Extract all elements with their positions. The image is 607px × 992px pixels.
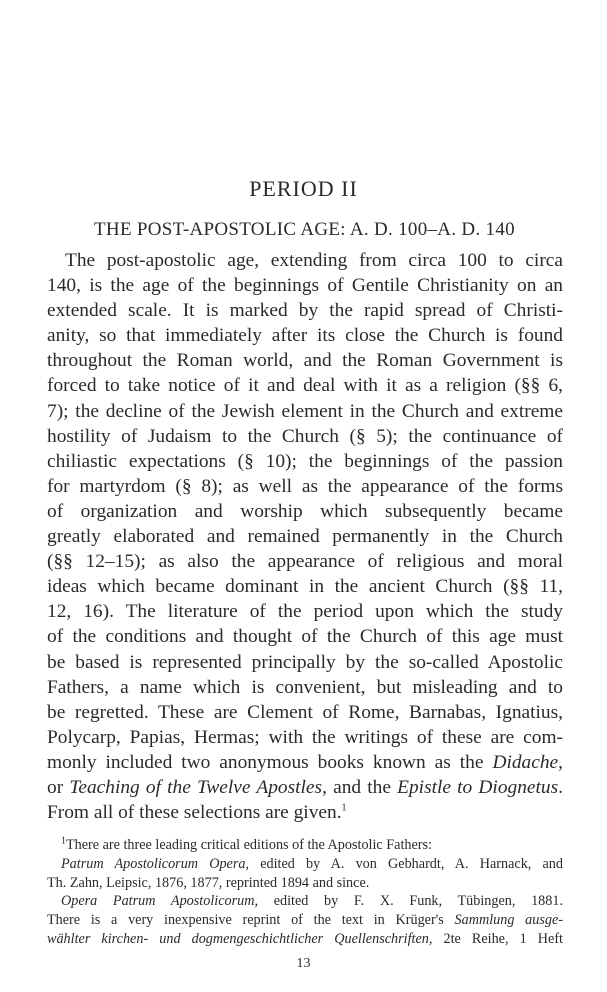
body-line bbox=[47, 298, 563, 323]
footnote-marker: 1 bbox=[341, 802, 347, 814]
body-line bbox=[47, 775, 563, 800]
text-run: The post-apostolic age, extending from circa 100 to circa bbox=[65, 250, 563, 271]
text-run: , 2te Reihe, 1 Heft bbox=[428, 930, 563, 947]
period-heading: PERIOD II bbox=[249, 176, 358, 201]
text-run: From all of these selections are given. bbox=[47, 802, 342, 824]
text-run: , and the bbox=[322, 776, 398, 798]
body-line bbox=[47, 650, 563, 675]
text-run: throughout the Roman world, and the Roman Government is bbox=[47, 350, 563, 372]
footnotes bbox=[47, 836, 563, 949]
text-run: There is a very inexpensive reprint of the text in Krüger's bbox=[47, 912, 455, 929]
text-run: Didache bbox=[492, 751, 559, 773]
body-line bbox=[47, 273, 563, 298]
body-line bbox=[47, 449, 563, 474]
text-run: greatly elaborated and remained permanently in the Church bbox=[47, 526, 563, 548]
text-run: . bbox=[558, 776, 564, 798]
text-run: , bbox=[558, 751, 563, 773]
text-run: ideas which became dominant in the ancient Church (§§ 11, bbox=[47, 576, 563, 598]
text-run: extended scale. It is marked by the rapid spread of Christi- bbox=[47, 300, 563, 322]
body-line bbox=[47, 524, 563, 549]
text-run: Th. Zahn, Leipsic, 1876, 1877, reprinted 1894 and since. bbox=[47, 874, 370, 891]
footnote-line bbox=[47, 874, 563, 893]
text-run: Patrum Apostolicorum Opera bbox=[61, 855, 246, 872]
text-run: 140, is the age of the beginnings of Gentile Christianity on an bbox=[47, 275, 563, 297]
page-number: 13 bbox=[296, 956, 311, 971]
text-run: , edited by A. von Gebhardt, A. Harnack, and bbox=[245, 855, 563, 872]
text-run: be regretted. These are Clement of Rome, Barnabas, Ignatius, bbox=[47, 701, 563, 723]
text-run: Fathers, a name which is convenient, but misleading and to bbox=[47, 676, 563, 698]
body-line bbox=[47, 499, 563, 524]
body-line bbox=[47, 399, 563, 424]
footnote-line bbox=[47, 892, 563, 911]
body-line bbox=[47, 373, 563, 398]
footnote-line bbox=[47, 930, 563, 949]
body-line bbox=[47, 248, 563, 273]
body-line bbox=[47, 750, 563, 775]
body-line bbox=[47, 700, 563, 725]
text-run: wählter kirchen- und dogmengeschichtlicher Quellenschriften bbox=[47, 930, 429, 947]
text-run: There are three leading critical editions of the Apostolic Fathers: bbox=[66, 837, 432, 853]
body-text bbox=[47, 248, 563, 825]
text-run: Polycarp, Papias, Hermas; with the writings of these are com- bbox=[47, 726, 563, 748]
body-line bbox=[47, 323, 563, 348]
text-run: (§§ 12–15); as also the appearance of religious and moral bbox=[47, 551, 563, 573]
body-line bbox=[47, 800, 563, 825]
footnote-line bbox=[47, 911, 563, 930]
text-run: be based is represented principally by the so-called Apostolic bbox=[47, 651, 563, 673]
chapter-subtitle: THE POST-APOSTOLIC AGE: A. D. 100–A. D. 140 bbox=[94, 219, 515, 240]
body-line bbox=[47, 624, 563, 649]
footnote-line bbox=[47, 855, 563, 874]
text-run: 12, 16). The literature of the period upon which the study bbox=[47, 601, 563, 623]
footnote-line bbox=[47, 836, 563, 855]
body-line bbox=[47, 725, 563, 750]
body-line bbox=[47, 424, 563, 449]
text-run: monly included two anonymous books known as the bbox=[47, 751, 493, 773]
body-line bbox=[47, 599, 563, 624]
text-run: Opera Patrum Apostolicorum bbox=[61, 893, 255, 910]
text-run: Sammlung ausge- bbox=[454, 912, 563, 929]
text-run: of organization and worship which subsequently became bbox=[47, 500, 563, 522]
body-line bbox=[47, 675, 563, 700]
text-run: hostility of Judaism to the Church (§ 5); the continuance of bbox=[47, 425, 563, 447]
text-run: chiliastic expectations (§ 10); the beginnings of the passion bbox=[47, 450, 563, 472]
body-line bbox=[47, 574, 563, 599]
text-run: anity, so that immediately after its close the Church is found bbox=[47, 325, 563, 347]
text-run: of the conditions and thought of the Church of this age must bbox=[47, 626, 563, 648]
body-line bbox=[47, 474, 563, 499]
text-run: 7); the decline of the Jewish element in the Church and extreme bbox=[47, 400, 563, 422]
body-line bbox=[47, 348, 563, 373]
text-run: Teaching of the Twelve Apostles bbox=[69, 776, 323, 798]
text-run: for martyrdom (§ 8); as well as the appearance of the forms bbox=[47, 475, 563, 497]
body-line bbox=[47, 549, 563, 574]
text-run: or bbox=[47, 776, 70, 798]
text-run: Epistle to Diognetus bbox=[397, 776, 559, 798]
text-run: forced to take notice of it and deal with it as a religion (§§ 6, bbox=[47, 375, 563, 397]
text-run: , edited by F. X. Funk, Tübingen, 1881. bbox=[254, 893, 563, 910]
footnote-marker: 1 bbox=[61, 835, 66, 847]
